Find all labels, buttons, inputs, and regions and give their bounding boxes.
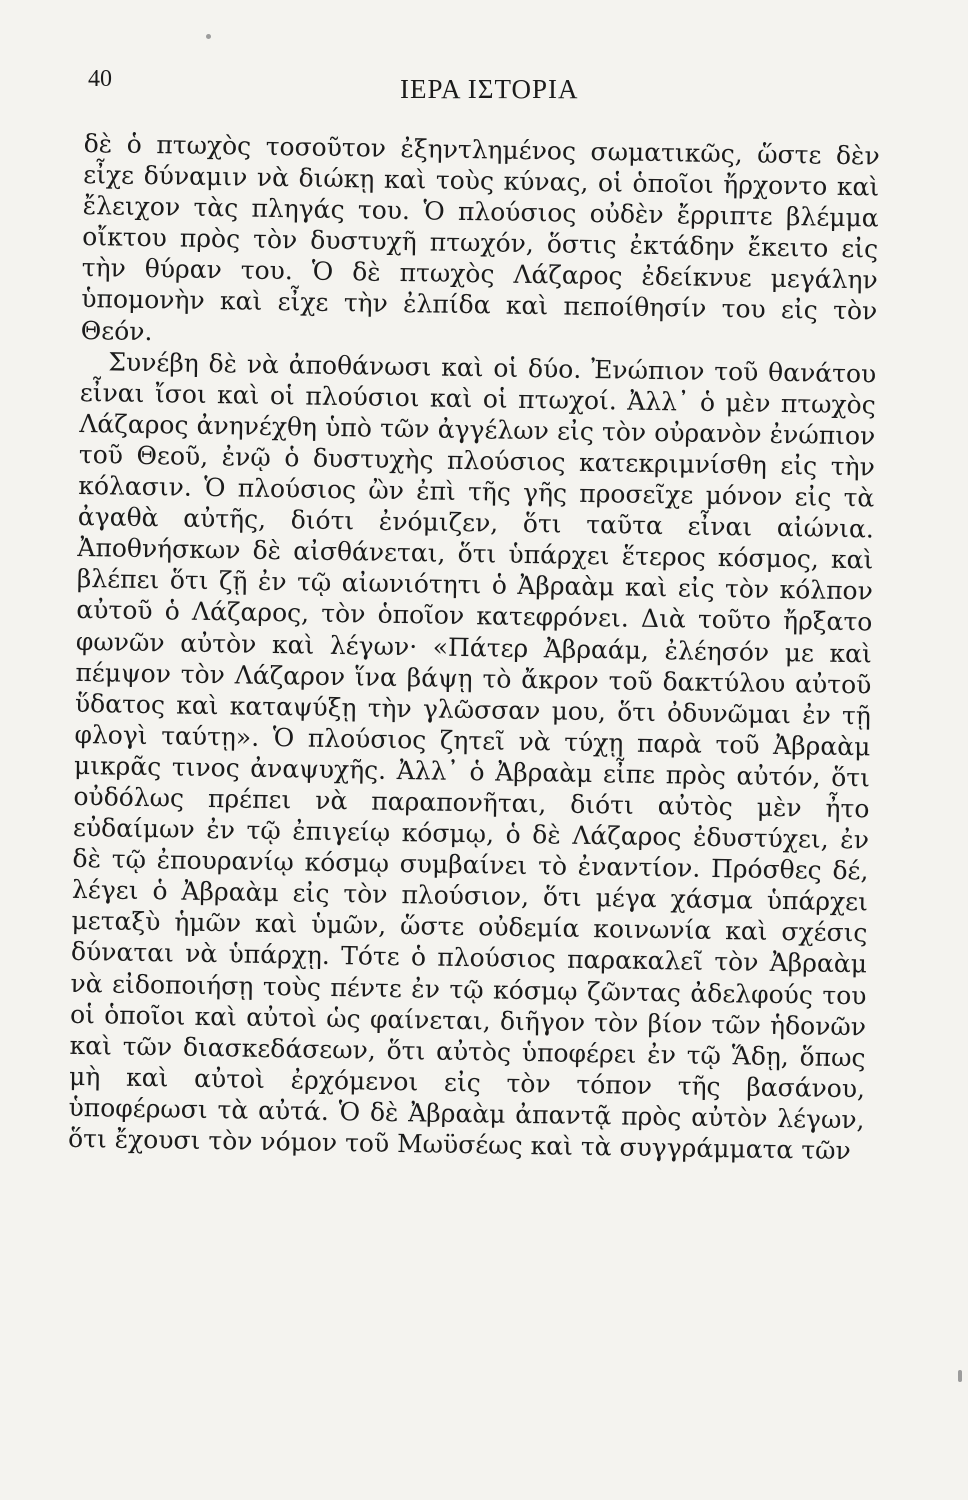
paper-speck	[206, 34, 211, 39]
running-title: ΙΕΡΑ ΙΣΤΟΡΙΑ	[400, 74, 579, 104]
paper-speck	[958, 1370, 962, 1382]
page-number: 40	[88, 66, 112, 92]
page-header	[88, 66, 878, 106]
paragraph-2: Συνέβη δὲ νὰ ἀποθάνωσι καὶ οἱ δύο. Ἐνώπιον τοῦ θανάτου εἶναι ἴσοι καὶ οἱ πλούσιοι καὶ οἱ πτωχοί. Ἀλλ᾽ ὁ μὲν πτωχὸς Λάζαρος ἀνηνέχθη ὑπὸ τῶν ἀγγέλων εἰς τὸν οὐρανὸν ἐνώπιον τοῦ Θεοῦ, ἐνῷ ὁ δυστυχὴς πλούσιος κατεκριμνίσθη εἰς τὴν κόλασιν. Ὁ πλούσιος ὢν ἐπὶ τῆς γῆς προσεῖχε μόνον εἰς τὰ ἀγαθὰ αὐτῆς, διότι ἐνόμιζεν, ὅτι ταῦτα εἶναι αἰώνια. Ἀποθνήσκων δὲ αἰσθάνεται, ὅτι ὑπάρχει ἕτερος κόσμος, καὶ βλέπει ὅτι ζῇ ἐν τῷ αἰωνιότητι ὁ Ἀβραὰμ καὶ εἰς τὸν κόλπον αὐτοῦ ὁ Λάζαρος, τὸν ὁποῖον κατεφρόνει. Διὰ τοῦτο ἤρξατο φωνῶν αὐτὸν καὶ λέγων· «Πάτερ Ἀβραάμ, ἐλέησόν με καὶ πέμψον τὸν Λάζαρον ἵνα βάψῃ τὸ ἄκρον τοῦ δακτύλου αὐτοῦ ὕδατος καὶ καταψύξῃ τὴν γλῶσσαν μου, ὅτι ὀδυνῶμαι ἐν τῇ φλογὶ ταύτῃ». Ὁ πλούσιος ζητεῖ νὰ τύχῃ παρὰ τοῦ Ἀβραὰμ μικρᾶς τινος ἀναψυχῆς. Ἀλλ᾽ ὁ Ἀβραὰμ εἶπε πρὸς αὐτόν, ὅτι οὐδόλως πρέπει νὰ παραπονῆται, διότι αὐτὸς μὲν ἦτο εὐδαίμων ἐν τῷ ἐπιγείῳ κόσμῳ, ὁ δὲ Λάζαρος ἐδυστύχει, ἐν δὲ τῷ ἐπουρανίῳ κόσμῳ συμβαίνει τὸ ἐναντίον. Πρόσθες δέ, λέγει ὁ Ἀβραὰμ εἰς τὸν πλούσιον, ὅτι μέγα χάσμα ὑπάρχει μεταξὺ ἡμῶν καὶ ὑμῶν, ὥστε οὐδεμία κοινωνία καὶ σχέσις δύναται νὰ ὑπάρχῃ. Τότε ὁ πλούσιος παρακαλεῖ τὸν Ἀβραὰμ νὰ εἰδοποιήσῃ τοὺς πέντε ἐν τῷ κόσμῳ ζῶντας ἀδελφούς του οἱ ὁποῖοι καὶ αὐτοὶ ὡς φαίνεται, διῆγον τὸν βίον τῶν ἡδονῶν καὶ τῶν διασκεδάσεων, ὅτι αὐτὸς ὑποφέρει ἐν τῷ Ἅδῃ, ὅπως μὴ καὶ αὐτοὶ ἐρχόμενοι εἰς τὸν τόπον τῆς βασάνου, ὑποφέρωσι τὰ αὐτά. Ὁ δὲ Ἀβραὰμ ἀπαντᾷ πρὸς αὐτὸν λέγων, ὅτι ἔχουσι τὸν νόμον τοῦ Μωϋσέως καὶ τὰ συγγράμματα τῶν	[67, 347, 877, 1166]
body-text	[68, 128, 880, 1166]
paragraph-1: δὲ ὁ πτωχὸς τοσοῦτον ἐξηντλημένος σωματικῶς, ὥστε δὲν εἶχε δύναμιν νὰ διώκῃ καὶ τοὺς κύνας, οἱ ὁποῖοι ἤρχοντο καὶ ἔλειχον τὰς πληγάς του. Ὁ πλούσιος οὐδὲν ἔρριπτε βλέμμα οἴκτου πρὸς τὸν δυστυχῆ πτωχόν, ὅστις ἐκτάδην ἔκειτο εἰς τὴν θύραν του. Ὁ δὲ πτωχὸς Λάζαρος ἐδείκνυε μεγάλην ὑπομονὴν καὶ εἶχε τὴν ἐλπίδα καὶ πεποίθησίν του εἰς τὸν Θεόν.	[80, 128, 880, 346]
